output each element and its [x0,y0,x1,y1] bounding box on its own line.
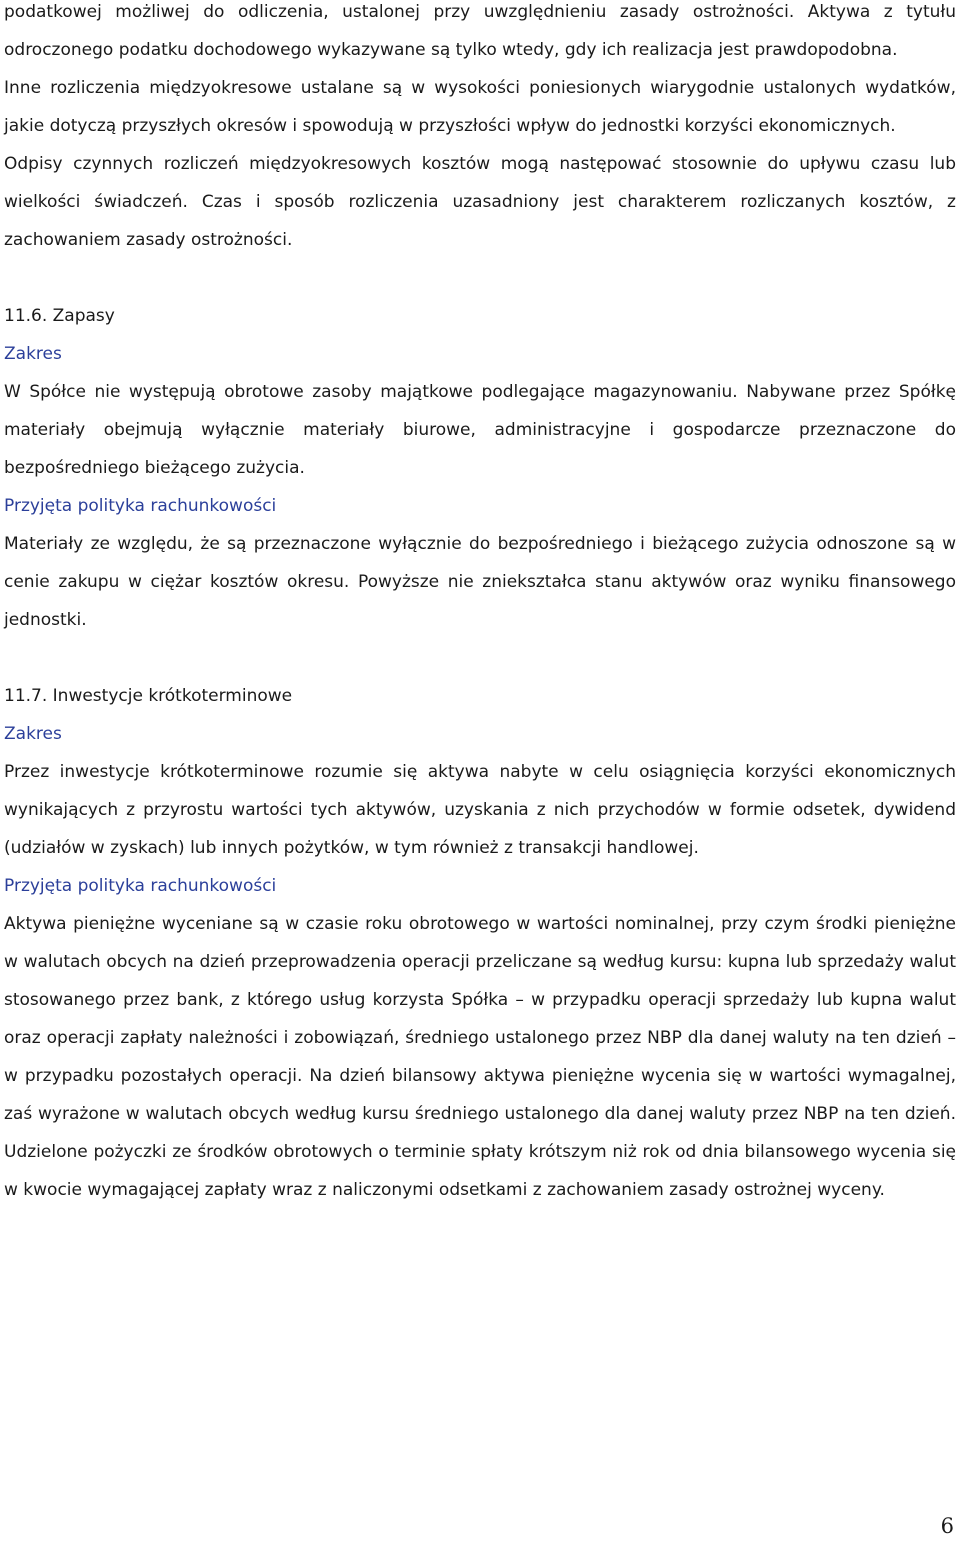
subheading-policy-investments: Przyjęta polityka rachunkowości [4,876,277,896]
page-number: 6 [940,1514,954,1538]
paragraph-investments-policy: Aktywa pieniężne wyceniane są w czasie roku obrotowego w wartości nominalnej, przy czym środki pieniężne w walutach obcych na dzień przeprowadzenia operacji przeliczane są według kursu: kupna lub sprzedaży walut stosowanego przez bank, z którego usług korzysta Spółka – w przypadku operacji sprzedaży lub kupna walut oraz operacji zapłaty należności i zobowiązań, średniego ustalonego przez NBP dla danej waluty na ten dzień – w przypadku pozostałych operacji. Na dzień bilansowy aktywa pieniężne wycenia się w wartości wymagalnej, zaś wyrażone w walutach obcych według kursu średniego ustalonego dla danej waluty przez NBP na ten dzień. Udzielone pożyczki ze środków obrotowych o terminie spłaty krótszym niż rok od dnia bilansowego wycenia się w kwocie wymagającej zapłaty wraz z naliczonymi odsetkami z zachowaniem zasady ostrożnej wyceny. [4,914,956,1200]
paragraph-inventory-policy: Materiały ze względu, że są przeznaczone wyłącznie do bezpośredniego i bieżącego zużycia odnoszone są w cenie zakupu w ciężar kosztów okresu. Powyższe nie zniekształca stanu aktywów oraz wyniku finansowego jednostki. [4,534,956,630]
section-heading-short-term-investments: 11.7. Inwestycje krótkoterminowe [4,686,293,706]
subheading-scope-investments: Zakres [4,724,62,744]
subheading-policy-inventory: Przyjęta polityka rachunkowości [4,496,277,516]
document-page [4,0,956,1209]
subheading-scope-inventory: Zakres [4,344,62,364]
paragraph-other-accruals: Inne rozliczenia międzyokresowe ustalane są w wysokości poniesionych wiarygodnie ustalonych wydatków, jakie dotyczą przyszłych okresów i spowodują w przyszłości wpływ do jednostki korzyści ekonomicznych. [4,78,956,136]
paragraph-inventory-scope: W Spółce nie występują obrotowe zasoby majątkowe podlegające magazynowaniu. Nabywane przez Spółkę materiały obejmują wyłącznie materiały biurowe, administracyjne i gospodarcze przeznaczone do bezpośredniego bieżącego zużycia. [4,382,956,478]
paragraph-investments-scope: Przez inwestycje krótkoterminowe rozumie się aktywa nabyte w celu osiągnięcia korzyści ekonomicznych wynikających z przyrostu wartości tych aktywów, uzyskania z nich przychodów w formie odsetek, dywidend (udziałów w zyskach) lub innych pożytków, w tym również z transakcji handlowej. [4,762,956,858]
spacer [4,259,956,297]
paragraph-accrual-writeoffs: Odpisy czynnych rozliczeń międzyokresowych kosztów mogą następować stosownie do upływu czasu lub wielkości świadczeń. Czas i sposób rozliczenia uzasadniony jest charakterem rozliczanych kosztów, z zachowaniem zasady ostrożności. [4,154,956,250]
spacer [4,639,956,677]
section-heading-inventory: 11.6. Zapasy [4,306,115,326]
paragraph-deferred-tax: podatkowej możliwej do odliczenia, ustalonej przy uwzględnieniu zasady ostrożności. Aktywa z tytułu odroczonego podatku dochodowego wykazywane są tylko wtedy, gdy ich realizacja jest prawdopodobna. [4,2,956,60]
